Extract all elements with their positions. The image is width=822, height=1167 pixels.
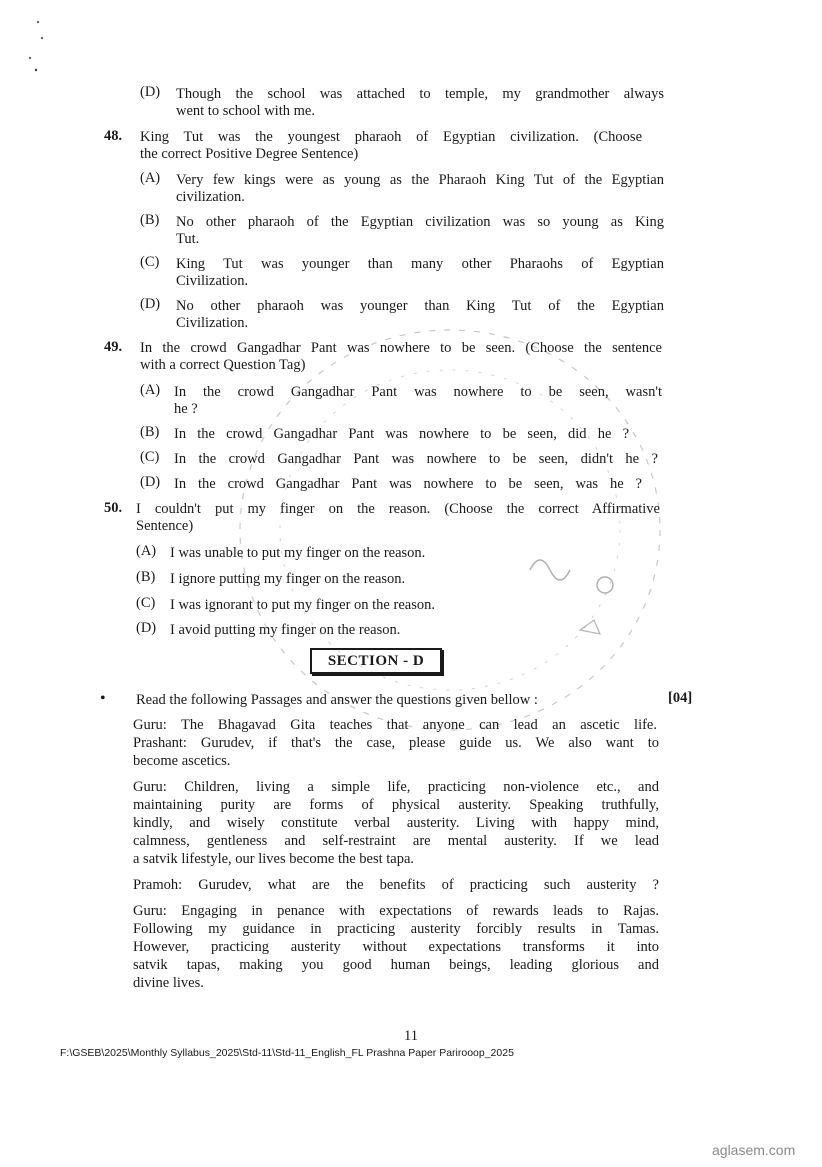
passage-p4-line5: divine lives. xyxy=(133,975,204,991)
q48-option-d-line2: Civilization. xyxy=(176,315,249,331)
q49-option-d-label: (D) xyxy=(140,474,161,490)
q50-option-a-label: (A) xyxy=(136,543,157,559)
section-instruction: Read the following Passages and answer the questions given bellow : xyxy=(136,692,538,708)
q50-option-c-line1: I was ignorant to put my finger on the reason. xyxy=(170,597,435,613)
passage-p2-line5: a satvik lifestyle, our lives become the best tapa. xyxy=(133,851,415,867)
passage-p4-line4: satvik tapas, making you good human beings, leading glorious and xyxy=(133,957,659,973)
passage-p4-line1: Guru: Engaging in penance with expectations of rewards leads to Rajas. xyxy=(133,903,659,919)
footer-file-path: F:\GSEB\2025\Monthly Syllabus_2025\Std-11\Std-11_English_FL Prashna Paper Parirooop_2025 xyxy=(60,1047,514,1059)
q48-option-c-label: (C) xyxy=(140,254,160,270)
passage-p2-line3: kindly, and wisely constitute verbal austerity. Living with happy mind, xyxy=(133,815,659,831)
q49-option-c-line1: In the crowd Gangadhar Pant was nowhere to be seen, didn't he ? xyxy=(174,451,658,467)
q49-number: 49. xyxy=(104,339,123,355)
q49-option-a-label: (A) xyxy=(140,382,161,398)
passage-p2-line2: maintaining purity are forms of physical austerity. Speaking truthfully, xyxy=(133,797,659,813)
passage-p4-line2: Following my guidance in practicing austerity forcibly results in Tamas. xyxy=(133,921,659,937)
q50-option-b-label: (B) xyxy=(136,569,156,585)
q48-option-a-label: (A) xyxy=(140,170,161,186)
q49-option-a-line2: he ? xyxy=(174,401,198,417)
q49-option-c-label: (C) xyxy=(140,449,160,465)
scan-specks xyxy=(0,0,60,80)
q47-option-d-text-line1: Though the school was attached to temple, my grandmother always xyxy=(176,86,664,102)
q47-option-d-label: (D) xyxy=(140,84,161,100)
q48-stem-line1: King Tut was the youngest pharaoh of Egyptian civilization. (Choose xyxy=(140,129,642,145)
q49-stem-line1: In the crowd Gangadhar Pant was nowhere to be seen. (Choose the sentence xyxy=(140,340,662,356)
q49-stem-line2: with a correct Question Tag) xyxy=(140,357,306,373)
q50-option-c-label: (C) xyxy=(136,595,156,611)
section-d-heading: SECTION - D xyxy=(310,648,442,674)
bullet-icon: • xyxy=(100,690,106,707)
q47-option-d-text-line2: went to school with me. xyxy=(176,103,315,119)
q49-option-a-line1: In the crowd Gangadhar Pant was nowhere to be seen, wasn't xyxy=(174,384,662,400)
passage-p1-line2: Prashant: Gurudev, if that's the case, please guide us. We also want to xyxy=(133,735,659,751)
site-watermark: aglasem.com xyxy=(712,1142,796,1158)
q50-number: 50. xyxy=(104,500,123,516)
q49-option-b-label: (B) xyxy=(140,424,160,440)
q48-option-b-line2: Tut. xyxy=(176,231,200,247)
q48-option-d-label: (D) xyxy=(140,296,161,312)
passage-p1-line3: become ascetics. xyxy=(133,753,231,769)
page-number: 11 xyxy=(404,1028,418,1044)
passage-p3-line1: Pramoh: Gurudev, what are the benefits of practicing such austerity ? xyxy=(133,877,659,893)
section-marks: [04] xyxy=(668,690,693,706)
q48-option-c-line2: Civilization. xyxy=(176,273,249,289)
q50-option-b-line1: I ignore putting my finger on the reason. xyxy=(170,571,406,587)
q48-option-a-line2: civilization. xyxy=(176,189,245,205)
q50-stem-line1: I couldn't put my finger on the reason. (Choose the correct Affirmative xyxy=(136,501,660,517)
passage-p1-line1: Guru: The Bhagavad Gita teaches that anyone can lead an ascetic life. xyxy=(133,717,657,733)
q48-option-d-line1: No other pharaoh was younger than King Tut of the Egyptian xyxy=(176,298,664,314)
q50-option-d-label: (D) xyxy=(136,620,157,636)
q48-option-a-line1: Very few kings were as young as the Pharaoh King Tut of the Egyptian xyxy=(176,172,664,188)
passage-p4-line3: However, practicing austerity without expectations transforms it into xyxy=(133,939,659,955)
q49-option-b-line1: In the crowd Gangadhar Pant was nowhere to be seen, did he ? xyxy=(174,426,629,442)
q48-stem-line2: the correct Positive Degree Sentence) xyxy=(140,146,359,162)
q50-stem-line2: Sentence) xyxy=(136,518,194,534)
q48-option-b-line1: No other pharaoh of the Egyptian civilization was so young as King xyxy=(176,214,664,230)
q50-option-d-line1: I avoid putting my finger on the reason. xyxy=(170,622,401,638)
passage-p2-line4: calmness, gentleness and self-restraint are mental austerity. If we lead xyxy=(133,833,659,849)
q48-number: 48. xyxy=(104,128,123,144)
q49-option-d-line1: In the crowd Gangadhar Pant was nowhere to be seen, was he ? xyxy=(174,476,642,492)
q48-option-b-label: (B) xyxy=(140,212,160,228)
q48-option-c-line1: King Tut was younger than many other Pharaohs of Egyptian xyxy=(176,256,664,272)
passage-p2-line1: Guru: Children, living a simple life, practicing non-violence etc., and xyxy=(133,779,659,795)
q50-option-a-line1: I was unable to put my finger on the reason. xyxy=(170,545,426,561)
